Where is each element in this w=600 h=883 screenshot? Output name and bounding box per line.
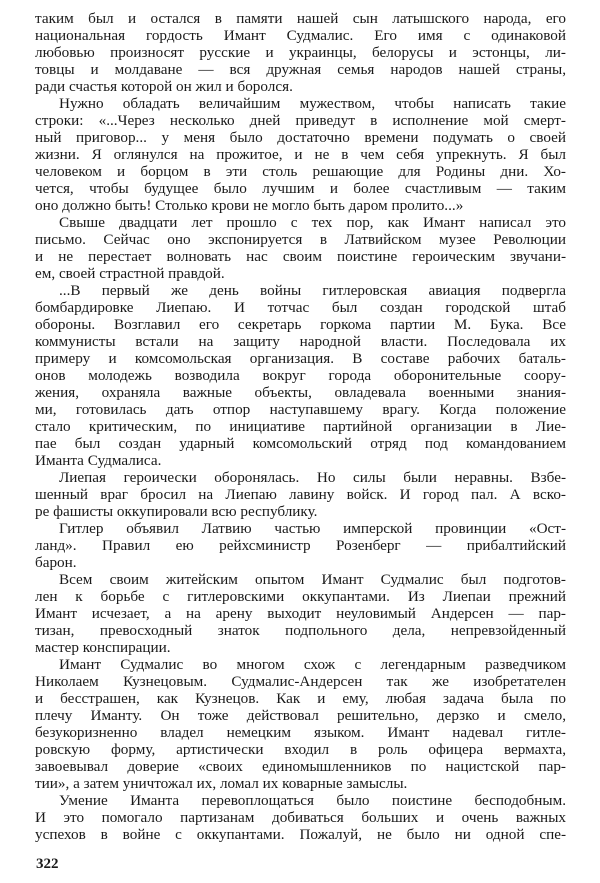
- text-line: таким был и остался в памяти нашей сын латышского народа, его: [35, 10, 566, 27]
- text-line: жизни. Я оглянулся на прожитое, и не в чем себя упрекнуть. Я был: [35, 146, 566, 163]
- text-line: примеру и комсомольская организация. В составе рабочих баталь-: [35, 350, 566, 367]
- text-line: онов молодежь возводила вокруг города оборонительные соору-: [35, 367, 566, 384]
- text-line: ный приговор... у меня было достаточно времени подумать о своей: [35, 129, 566, 146]
- text-line: обороны. Возглавил его секретарь горкома партии М. Бука. Все: [35, 316, 566, 333]
- text-line: лен к борьбе с гитлеровскими оккупантами. Из Лиепаи прежний: [35, 588, 566, 605]
- paragraph: [35, 571, 566, 656]
- text-line: Гитлер объявил Латвию частью имперской провинции «Ост-: [59, 520, 566, 537]
- text-line: пае был создан ударный комсомольский отряд под командованием: [35, 435, 566, 452]
- text-line: Лиепая героически оборонялась. Но силы были неравны. Взбе-: [59, 469, 566, 486]
- text-line: ланд». Правил ею рейхсминистр Розенберг — прибалтийский: [35, 537, 566, 554]
- text-line: строки: «...Через несколько дней приведут в исполнение мой смерт-: [35, 112, 566, 129]
- text-line: и не перестает волновать нас своим поистине героическим звучани-: [35, 248, 566, 265]
- text-line: Нужно обладать величайшим мужеством, чтобы написать такие: [59, 95, 566, 112]
- text-line: ми, готовилась дать отпор наступавшему врагу. Когда положение: [35, 401, 566, 418]
- text-line: тизан, превосходный знаток подпольного дела, непревзойденный: [35, 622, 566, 639]
- text-line: шенный враг бросил на Лиепаю лавину войск. И город пал. А вско-: [35, 486, 566, 503]
- text-line: Имант Судмалис во многом схож с легендарным разведчиком: [59, 656, 566, 673]
- text-line: жения, охраняла важные объекты, овладевала военными знания-: [35, 384, 566, 401]
- text-line: успехов в войне с оккупантами. Пожалуй, не было ни одной спе-: [35, 826, 566, 843]
- text-line: ре фашисты оккупировали всю республику.: [35, 503, 318, 520]
- text-line: товцы и молдаване — вся дружная семья народов нашей страны,: [35, 61, 566, 78]
- text-line: ем, своей страстной правдой.: [35, 265, 225, 282]
- paragraph: [35, 10, 566, 95]
- text-line: чется, чтобы будущее было лучшим и более счастливым — таким: [35, 180, 566, 197]
- paragraph: [35, 95, 566, 214]
- text-line: и бесстрашен, как Кузнецов. Как и ему, любая задача была по: [35, 690, 566, 707]
- text-line: письмо. Сейчас оно экспонируется в Латвийском музее Революции: [35, 231, 566, 248]
- paragraph: [35, 656, 566, 792]
- text-line: завоевывал доверие «своих единомышленников по нацистской пар-: [35, 758, 566, 775]
- page-number: 322: [36, 856, 59, 872]
- paragraph: [35, 520, 566, 571]
- text-line: Имант исчезает, а на арену выходит неуловимый Андерсен — пар-: [35, 605, 566, 622]
- text-line: Умение Иманта перевоплощаться было поистине бесподобным.: [59, 792, 566, 809]
- text-line: любовью произносят русские и украинцы, белорусы и эстонцы, ли-: [35, 44, 566, 61]
- text-line: оно должно быть! Столько крови не могло быть даром пролито...»: [35, 197, 464, 214]
- text-line: ...В первый же день войны гитлеровская авиация подвергла: [59, 282, 566, 299]
- page-body-text: [35, 10, 566, 843]
- paragraph: [35, 214, 566, 282]
- text-line: человеком и борцом в эти столь решающие для Родины дни. Хо-: [35, 163, 566, 180]
- text-line: Николаем Кузнецовым. Судмалис-Андерсен так же изобретателен: [35, 673, 566, 690]
- text-line: ровскую форму, артистически входил в роль офицера вермахта,: [35, 741, 566, 758]
- text-line: Всем своим житейским опытом Имант Судмалис был подготов-: [59, 571, 566, 588]
- paragraph: [35, 282, 566, 469]
- text-line: стало критическим, по инициативе партийной организации в Лие-: [35, 418, 566, 435]
- text-line: тии», а затем уничтожал их, ломал их коварные замыслы.: [35, 775, 408, 792]
- text-line: барон.: [35, 554, 77, 571]
- text-line: Иманта Судмалиса.: [35, 452, 162, 469]
- paragraph: [35, 792, 566, 843]
- text-line: коммунисты встали на защиту народной власти. Последовала их: [35, 333, 566, 350]
- text-line: безукоризненно владел немецким языком. Имант надевал гитле-: [35, 724, 566, 741]
- text-line: Свыше двадцати лет прошло с тех пор, как Имант написал это: [59, 214, 566, 231]
- text-line: бомбардировке Лиепаю. И тотчас был создан городской штаб: [35, 299, 566, 316]
- text-line: И это помогало партизанам добиваться больших и очень важных: [35, 809, 566, 826]
- text-line: ради счастья которой он жил и боролся.: [35, 78, 293, 95]
- text-line: плечу Иманту. Он тоже действовал решительно, дерзко и смело,: [35, 707, 566, 724]
- text-line: национальная гордость Имант Судмалис. Его имя с одинаковой: [35, 27, 566, 44]
- paragraph: [35, 469, 566, 520]
- text-line: мастер конспирации.: [35, 639, 171, 656]
